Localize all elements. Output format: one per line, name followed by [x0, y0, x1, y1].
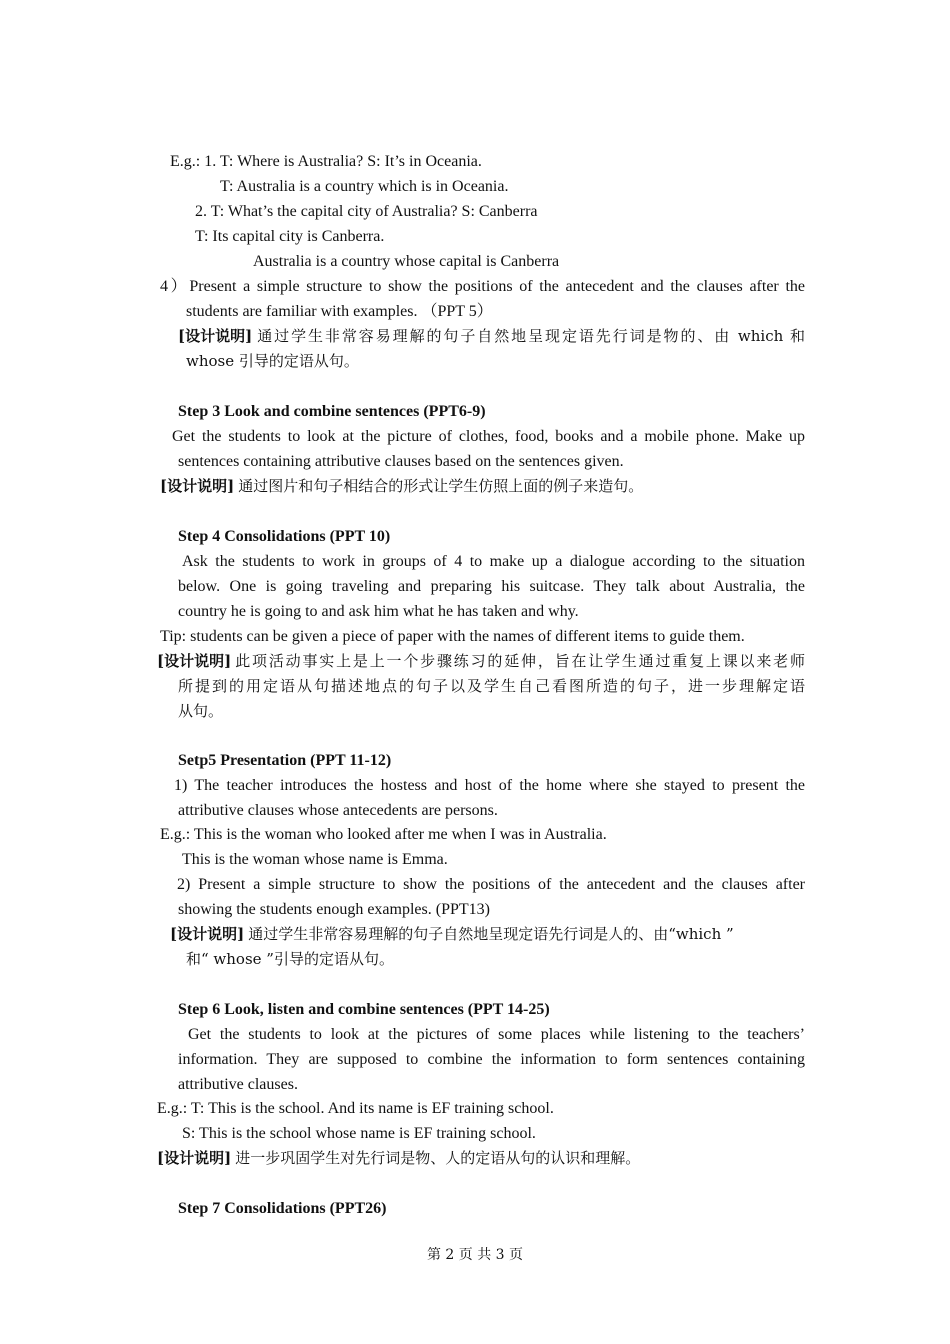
example-line: T: Australia is a country which is in Oceania.	[220, 178, 509, 195]
design-note-text: 通过学生非常容易理解的句子自然地呈现定语先行词是人的、由“which ”	[248, 925, 734, 943]
paragraph-line: sentences containing attributive clauses based on the sentences given.	[178, 453, 624, 470]
section-heading: Setp5 Presentation (PPT 11-12)	[178, 752, 392, 769]
design-note	[157, 1146, 640, 1171]
design-note-label: [设计说明]	[157, 652, 232, 670]
section-heading: Step 7 Consolidations (PPT26)	[178, 1200, 387, 1217]
paragraph-line: country he is going to and ask him what he has taken and why.	[178, 603, 579, 620]
design-note-label: [设计说明]	[157, 1149, 232, 1167]
design-note-text: 通过图片和句子相结合的形式让学生仿照上面的例子来造句。	[238, 477, 644, 495]
paragraph-line: attributive clauses whose antecedents are persons.	[178, 802, 498, 819]
example-line: E.g.: 1. T: Where is Australia? S: It’s in Oceania.	[170, 153, 482, 170]
design-note-label: [设计说明]	[160, 477, 235, 495]
design-note	[157, 649, 805, 674]
design-note	[178, 324, 805, 349]
design-note-text: 此项活动事实上是上一个步骤练习的延伸，旨在让学生通过重复上课以来老师	[235, 652, 805, 670]
section-heading: Step 3 Look and combine sentences (PPT6-9)	[178, 403, 486, 420]
paragraph-line: Get the students to look at the picture of clothes, food, books and a mobile phone. Make up	[172, 428, 805, 445]
paragraph-line: Ask the students to work in groups of 4 to make up a dialogue according to the situation	[182, 553, 805, 570]
example-line: S: This is the school whose name is EF training school.	[182, 1125, 536, 1142]
paragraph-line: information. They are supposed to combine the information to form sentences containing	[178, 1051, 805, 1068]
paragraph-line: below. One is going traveling and preparing his suitcase. They talk about Australia, the	[178, 578, 805, 595]
paragraph-line: attributive clauses.	[178, 1076, 298, 1093]
design-note-text: whose 引导的定语从句。	[186, 352, 359, 370]
paragraph-line: Get the students to look at the pictures of some places while listening to the teachers’	[188, 1026, 805, 1043]
example-line: E.g.: T: This is the school. And its name is EF training school.	[157, 1100, 554, 1117]
design-note-text: 从句。	[178, 702, 224, 720]
design-note-text: 进一步巩固学生对先行词是物、人的定语从句的认识和理解。	[235, 1149, 641, 1167]
paragraph-line: 4）Present a simple structure to show the positions of the antecedent and the clauses after the	[160, 278, 805, 295]
example-line: Australia is a country whose capital is Canberra	[253, 253, 560, 270]
section-heading: Step 4 Consolidations (PPT 10)	[178, 528, 391, 545]
design-note-label: [设计说明]	[178, 327, 253, 345]
design-note-text: 和“ whose ”引导的定语从句。	[186, 950, 394, 968]
design-note	[170, 922, 734, 947]
paragraph-line: students are familiar with examples. （PPT 5）	[186, 303, 493, 320]
example-line: T: Its capital city is Canberra.	[195, 228, 385, 245]
paragraph-line: 2) Present a simple structure to show the positions of the antecedent and the clauses after	[177, 876, 805, 893]
design-note-text: 所提到的用定语从句描述地点的句子以及学生自己看图所造的句子，进一步理解定语	[178, 677, 805, 695]
section-heading: Step 6 Look, listen and combine sentences (PPT 14-25)	[178, 1001, 550, 1018]
example-line: E.g.: This is the woman who looked after me when I was in Australia.	[160, 826, 607, 843]
paragraph-line: 1) The teacher introduces the hostess and host of the home where she stayed to present the	[174, 777, 805, 794]
design-note	[160, 474, 643, 499]
paragraph-line: showing the students enough examples. (PPT13)	[178, 901, 490, 918]
tip-line: Tip: students can be given a piece of paper with the names of different items to guide them.	[160, 628, 745, 645]
example-line: 2. T: What’s the capital city of Australia? S: Canberra	[195, 203, 538, 220]
example-line: This is the woman whose name is Emma.	[182, 851, 448, 868]
design-note-label: [设计说明]	[170, 925, 245, 943]
page-footer: 第 2 页 共 3 页	[426, 1247, 524, 1263]
design-note-text: 通过学生非常容易理解的句子自然地呈现定语先行词是物的、由 which 和	[257, 327, 805, 345]
